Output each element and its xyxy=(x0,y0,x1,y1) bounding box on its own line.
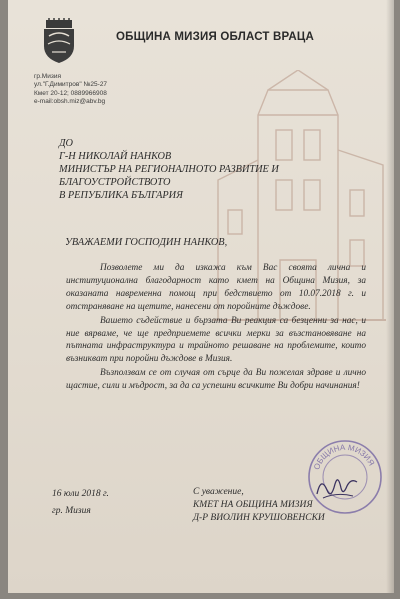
signer-title: КМЕТ НА ОБЩИНА МИЗИЯ xyxy=(193,500,313,510)
page-edge-shadow xyxy=(386,0,394,593)
address-line: ул."Г.Димитров" №25-27 xyxy=(34,81,108,89)
sender-address-block xyxy=(34,73,107,106)
signature-block xyxy=(193,486,325,525)
stamp-text: ОБЩИНА МИЗИЯ xyxy=(312,442,377,471)
handwritten-signature xyxy=(313,470,361,504)
svg-text:ОБЩИНА МИЗИЯ xyxy=(312,443,376,471)
letter-date: 16 юли 2018 г. xyxy=(52,489,109,499)
address-line: гр.Мизия xyxy=(34,73,61,80)
signer-name: Д-Р ВИОЛИН КРУШОВЕНСКИ xyxy=(193,513,325,523)
addressee-line: БЛАГОУСТРОЙСТВОТО xyxy=(59,177,171,188)
municipality-title: ОБЩИНА МИЗИЯ ОБЛАСТ ВРАЦА xyxy=(116,31,315,43)
municipality-crest-icon xyxy=(40,18,78,64)
address-line: Кмет 20-12; 0889966908 xyxy=(34,89,107,97)
addressee-line: В РЕПУБЛИКА БЪЛГАРИЯ xyxy=(59,190,183,201)
salutation: УВАЖАЕМИ ГОСПОДИН НАНКОВ, xyxy=(65,237,228,248)
email-line: e-mail:obsh.miz@abv.bg xyxy=(34,97,106,105)
date-place-block xyxy=(52,486,109,520)
closing-regards: С уважение, xyxy=(193,487,244,497)
body-paragraph: Възползвам се от случая от сърце да Ви пожелая здраве и лично щастие, сили и мъдрост, за да са успешни всичките Ви добри начинания! xyxy=(66,368,366,392)
addressee-line: МИНИСТЪР НА РЕГИОНАЛНОТО РАЗВИТИЕ И xyxy=(59,164,279,175)
addressee-block xyxy=(59,137,279,202)
addressee-line: Г-Н НИКОЛАЙ НАНКОВ xyxy=(59,151,172,162)
body-paragraph: Вашето съдействие и бързата Ви реакция са безценни за нас, и ние вярваме, че ще предприемете всички мерки за възстановяване на пътната инфраструктура и трайното решаване на проблемите, които възникват при поройни дъждове в Мизия. xyxy=(66,315,366,365)
body-paragraph: Позволете ми да изкажа към Вас своята лична и институционална благодарност като кмет на Община Мизия, за оказаната навременна помощ при бедствието от 10.07.2018 г. и отстраняване на щетите, нанесени от поройните дъждове. xyxy=(66,263,366,312)
addressee-line: ДО xyxy=(59,138,73,149)
letter-body xyxy=(66,262,366,393)
letter-page xyxy=(8,0,394,593)
letter-place: гр. Мизия xyxy=(52,506,91,516)
